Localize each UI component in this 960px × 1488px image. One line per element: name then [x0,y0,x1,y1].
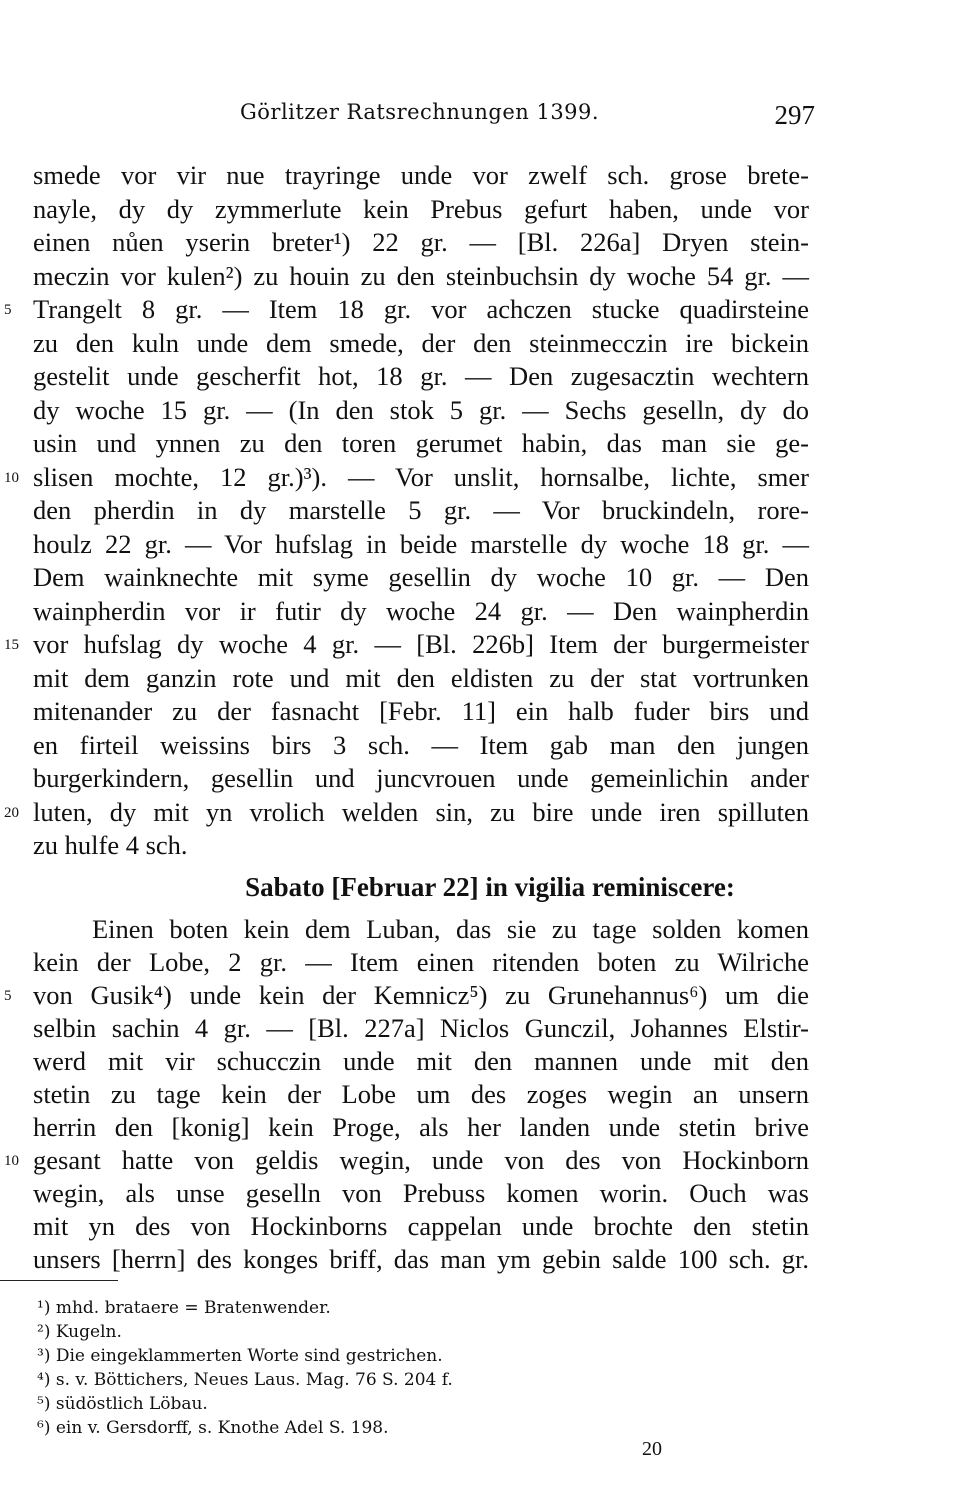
text-line: luten, dy mit yn vrolich welden sin, zu bire unde iren spilluten [33,797,809,827]
footnote: ²) Kugeln. [37,1322,122,1342]
footnote: ⁶) ein v. Gersdorff, s. Knothe Adel S. 198. [37,1418,389,1438]
page-number: 297 [774,100,815,130]
text-line: Einen boten kein dem Luban, das sie zu tage solden komen [92,914,809,944]
text-line: slisen mochte, 12 gr.)³). — Vor unslit, hornsalbe, lichte, smer [33,462,809,492]
text-line: stetin zu tage kein der Lobe um des zoges wegin an unsern [33,1079,809,1109]
text-line: nayle, dy dy zymmerlute kein Prebus gefurt haben, unde vor [33,194,809,224]
footnote: ⁴) s. v. Böttichers, Neues Laus. Mag. 76 S. 204 f. [37,1370,453,1390]
footnote: ⁵) südöstlich Löbau. [37,1394,208,1414]
text-line: dy woche 15 gr. — (In den stok 5 gr. — Sechs geselln, dy do [33,395,809,425]
line-number: 5 [4,302,12,318]
text-line: wainpherdin vor ir futir dy woche 24 gr. — Den wainpherdin [33,596,809,626]
text-line: selbin sachin 4 gr. — [Bl. 227a] Niclos Gunczil, Johannes Elstir- [33,1013,809,1043]
footnote: ¹) mhd. brataere = Bratenwender. [37,1298,331,1318]
text-line: zu den kuln unde dem smede, der den steinmecczin ire bickein [33,328,809,358]
text-line: gesant hatte von geldis wegin, unde von des von Hockinborn [33,1145,809,1175]
text-line: mit yn des von Hockinborns cappelan unde brochte den stetin [33,1211,809,1241]
footnote: ³) Die eingeklammerten Worte sind gestrichen. [37,1346,443,1366]
line-number: 10 [4,470,19,486]
text-line: burgerkindern, gesellin und juncvrouen unde gemeinlichin ander [33,763,809,793]
text-line: meczin vor kulen²) zu houin zu den steinbuchsin dy woche 54 gr. — [33,261,809,291]
line-number: 5 [4,988,12,1004]
text-line: Trangelt 8 gr. — Item 18 gr. vor achczen stucke quadirsteine [33,294,809,324]
text-line: mit dem ganzin rote und mit den eldisten zu der stat vortrunken [33,663,809,693]
text-line: den pherdin in dy marstelle 5 gr. — Vor bruckindeln, rore- [33,495,809,525]
text-line: wegin, als unse geselln von Prebuss komen worin. Ouch was [33,1178,809,1208]
text-line: einen nůen yserin breter¹) 22 gr. — [Bl. 226a] Dryen stein- [33,227,809,257]
text-line: unsers [herrn] des konges briff, das man ym gebin salde 100 sch. gr. [33,1244,809,1274]
line-number: 15 [4,637,19,653]
text-line: houlz 22 gr. — Vor hufslag in beide marstelle dy woche 18 gr. — [33,529,809,559]
text-line: usin und ynnen zu den toren gerumet habin, das man sie ge- [33,428,809,458]
section-heading: Sabato [Februar 22] in vigilia reminiscere: [245,872,735,902]
text-line: mitenander zu der fasnacht [Febr. 11] ein halb fuder birs und [33,696,809,726]
text-line: herrin den [konig] kein Proge, als her landen unde stetin brive [33,1112,809,1142]
text-line: zu hulfe 4 sch. [33,830,188,860]
text-line: vor hufslag dy woche 4 gr. — [Bl. 226b] Item der burgermeister [33,629,809,659]
text-line: kein der Lobe, 2 gr. — Item einen ritenden boten zu Wilriche [33,947,809,977]
text-line: gestelit unde gescherfit hot, 18 gr. — Den zugesacztin wechtern [33,361,809,391]
text-line: werd mit vir schucczin unde mit den mannen unde mit den [33,1046,809,1076]
line-number: 20 [4,805,19,821]
footnote-divider [0,1280,118,1281]
running-title: Görlitzer Ratsrechnungen 1399. [240,100,600,124]
text-line: von Gusik⁴) unde kein der Kemnicz⁵) zu Grunehannus⁶) um die [33,980,809,1010]
text-line: Dem wainknechte mit syme gesellin dy woche 10 gr. — Den [33,562,809,592]
printer-signature: 20 [642,1438,662,1460]
line-number: 10 [4,1153,19,1169]
text-line: en firteil weissins birs 3 sch. — Item gab man den jungen [33,730,809,760]
text-line: smede vor vir nue trayringe unde vor zwelf sch. grose brete- [33,160,809,190]
